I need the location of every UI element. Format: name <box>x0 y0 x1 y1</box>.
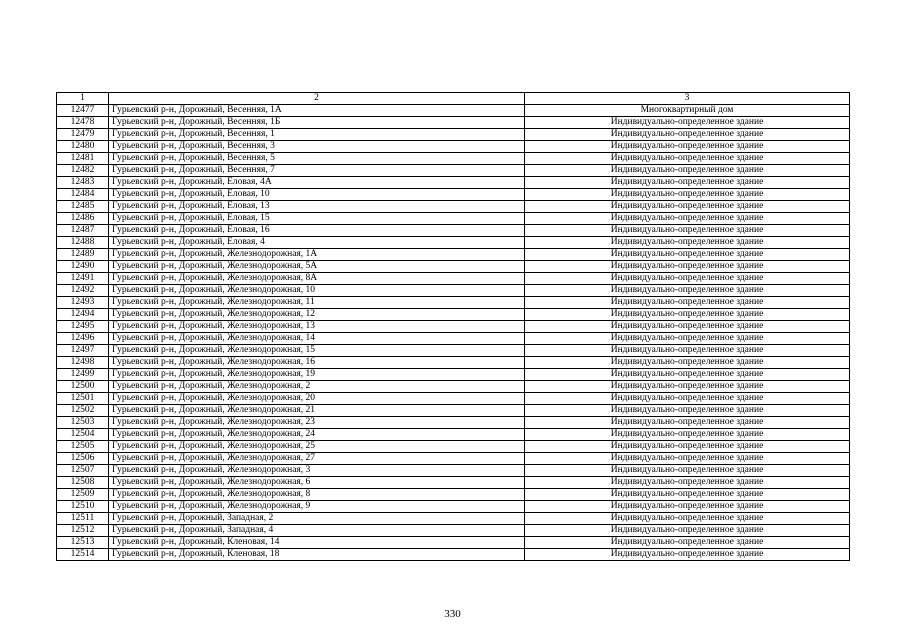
table-row <box>57 405 850 417</box>
registry-table <box>56 92 850 561</box>
address-cell: Гурьевский р-н, Дорожный, Железнодорожная, 27 <box>109 453 525 465</box>
row-number: 12499 <box>57 369 109 381</box>
building-type-cell: Индивидуально-определенное здание <box>525 369 850 381</box>
address-cell: Гурьевский р-н, Дорожный, Железнодорожная, 12 <box>109 309 525 321</box>
building-type-cell: Индивидуально-определенное здание <box>525 297 850 309</box>
row-number: 12506 <box>57 453 109 465</box>
building-type-cell: Индивидуально-определенное здание <box>525 381 850 393</box>
table-row <box>57 225 850 237</box>
table-row <box>57 141 850 153</box>
address-cell: Гурьевский р-н, Дорожный, Железнодорожная, 15 <box>109 345 525 357</box>
building-type-cell: Индивидуально-определенное здание <box>525 177 850 189</box>
row-number: 12514 <box>57 549 109 561</box>
address-cell: Гурьевский р-н, Дорожный, Железнодорожная, 19 <box>109 369 525 381</box>
table-row <box>57 333 850 345</box>
row-number: 12510 <box>57 501 109 513</box>
row-number: 12511 <box>57 513 109 525</box>
table-row <box>57 117 850 129</box>
building-type-cell: Индивидуально-определенное здание <box>525 333 850 345</box>
row-number: 12488 <box>57 237 109 249</box>
row-number: 12480 <box>57 141 109 153</box>
table-row <box>57 297 850 309</box>
building-type-cell: Индивидуально-определенное здание <box>525 237 850 249</box>
building-type-cell: Индивидуально-определенное здание <box>525 513 850 525</box>
building-type-cell: Многоквартирный дом <box>525 105 850 117</box>
address-cell: Гурьевский р-н, Дорожный, Железнодорожная, 16 <box>109 357 525 369</box>
building-type-cell: Индивидуально-определенное здание <box>525 165 850 177</box>
address-cell: Гурьевский р-н, Дорожный, Железнодорожная, 1А <box>109 249 525 261</box>
address-cell: Гурьевский р-н, Дорожный, Еловая, 13 <box>109 201 525 213</box>
row-number: 12500 <box>57 381 109 393</box>
address-cell: Гурьевский р-н, Дорожный, Железнодорожная, 8А <box>109 273 525 285</box>
column-header-2: 2 <box>109 93 525 105</box>
table-row <box>57 477 850 489</box>
building-type-cell: Индивидуально-определенное здание <box>525 117 850 129</box>
table-row <box>57 417 850 429</box>
building-type-cell: Индивидуально-определенное здание <box>525 213 850 225</box>
building-type-cell: Индивидуально-определенное здание <box>525 417 850 429</box>
building-type-cell: Индивидуально-определенное здание <box>525 537 850 549</box>
table-row <box>57 189 850 201</box>
table-row <box>57 237 850 249</box>
address-cell: Гурьевский р-н, Дорожный, Западная, 4 <box>109 525 525 537</box>
building-type-cell: Индивидуально-определенное здание <box>525 249 850 261</box>
table-row <box>57 105 850 117</box>
row-number: 12501 <box>57 393 109 405</box>
row-number: 12490 <box>57 261 109 273</box>
row-number: 12494 <box>57 309 109 321</box>
building-type-cell: Индивидуально-определенное здание <box>525 501 850 513</box>
row-number: 12491 <box>57 273 109 285</box>
building-type-cell: Индивидуально-определенное здание <box>525 525 850 537</box>
address-cell: Гурьевский р-н, Дорожный, Железнодорожная, 13 <box>109 321 525 333</box>
building-type-cell: Индивидуально-определенное здание <box>525 549 850 561</box>
row-number: 12485 <box>57 201 109 213</box>
building-type-cell: Индивидуально-определенное здание <box>525 441 850 453</box>
table-row <box>57 285 850 297</box>
address-cell: Гурьевский р-н, Дорожный, Еловая, 4А <box>109 177 525 189</box>
building-type-cell: Индивидуально-определенное здание <box>525 321 850 333</box>
address-cell: Гурьевский р-н, Дорожный, Железнодорожная, 21 <box>109 405 525 417</box>
row-number: 12483 <box>57 177 109 189</box>
address-cell: Гурьевский р-н, Дорожный, Железнодорожная, 5А <box>109 261 525 273</box>
table-row <box>57 489 850 501</box>
address-cell: Гурьевский р-н, Дорожный, Железнодорожная, 3 <box>109 465 525 477</box>
column-header-1: 1 <box>57 93 109 105</box>
table-row <box>57 213 850 225</box>
address-cell: Гурьевский р-н, Дорожный, Железнодорожная, 20 <box>109 393 525 405</box>
table-row <box>57 177 850 189</box>
table-row <box>57 501 850 513</box>
address-cell: Гурьевский р-н, Дорожный, Западная, 2 <box>109 513 525 525</box>
row-number: 12495 <box>57 321 109 333</box>
address-cell: Гурьевский р-н, Дорожный, Железнодорожная, 10 <box>109 285 525 297</box>
table-row <box>57 321 850 333</box>
address-cell: Гурьевский р-н, Дорожный, Железнодорожная, 9 <box>109 501 525 513</box>
row-number: 12481 <box>57 153 109 165</box>
row-number: 12487 <box>57 225 109 237</box>
table-row <box>57 465 850 477</box>
row-number: 12492 <box>57 285 109 297</box>
table-row <box>57 429 850 441</box>
address-cell: Гурьевский р-н, Дорожный, Весенняя, 1Б <box>109 117 525 129</box>
address-cell: Гурьевский р-н, Дорожный, Кленовая, 18 <box>109 549 525 561</box>
row-number: 12479 <box>57 129 109 141</box>
table-row <box>57 393 850 405</box>
address-cell: Гурьевский р-н, Дорожный, Железнодорожная, 25 <box>109 441 525 453</box>
building-type-cell: Индивидуально-определенное здание <box>525 453 850 465</box>
address-cell: Гурьевский р-н, Дорожный, Железнодорожная, 2 <box>109 381 525 393</box>
table-row <box>57 165 850 177</box>
row-number: 12484 <box>57 189 109 201</box>
row-number: 12504 <box>57 429 109 441</box>
row-number: 12509 <box>57 489 109 501</box>
address-cell: Гурьевский р-н, Дорожный, Весенняя, 1 <box>109 129 525 141</box>
row-number: 12503 <box>57 417 109 429</box>
building-type-cell: Индивидуально-определенное здание <box>525 261 850 273</box>
building-type-cell: Индивидуально-определенное здание <box>525 357 850 369</box>
address-cell: Гурьевский р-н, Дорожный, Весенняя, 7 <box>109 165 525 177</box>
building-type-cell: Индивидуально-определенное здание <box>525 429 850 441</box>
row-number: 12512 <box>57 525 109 537</box>
building-type-cell: Индивидуально-определенное здание <box>525 345 850 357</box>
row-number: 12513 <box>57 537 109 549</box>
address-cell: Гурьевский р-н, Дорожный, Железнодорожная, 14 <box>109 333 525 345</box>
table-row <box>57 549 850 561</box>
building-type-cell: Индивидуально-определенное здание <box>525 477 850 489</box>
table-row <box>57 513 850 525</box>
row-number: 12477 <box>57 105 109 117</box>
table-row <box>57 273 850 285</box>
table-body <box>57 105 850 561</box>
building-type-cell: Индивидуально-определенное здание <box>525 393 850 405</box>
table-row <box>57 345 850 357</box>
table-row <box>57 309 850 321</box>
table-row <box>57 537 850 549</box>
address-cell: Гурьевский р-н, Дорожный, Еловая, 10 <box>109 189 525 201</box>
address-cell: Гурьевский р-н, Дорожный, Железнодорожная, 24 <box>109 429 525 441</box>
address-cell: Гурьевский р-н, Дорожный, Железнодорожная, 6 <box>109 477 525 489</box>
page-number: 330 <box>444 608 461 620</box>
address-cell: Гурьевский р-н, Дорожный, Кленовая, 14 <box>109 537 525 549</box>
building-type-cell: Индивидуально-определенное здание <box>525 141 850 153</box>
table-header-row <box>57 93 850 105</box>
row-number: 12496 <box>57 333 109 345</box>
address-cell: Гурьевский р-н, Дорожный, Еловая, 4 <box>109 237 525 249</box>
table-row <box>57 525 850 537</box>
column-header-3: 3 <box>525 93 850 105</box>
table-row <box>57 441 850 453</box>
building-type-cell: Индивидуально-определенное здание <box>525 273 850 285</box>
building-type-cell: Индивидуально-определенное здание <box>525 405 850 417</box>
table-row <box>57 249 850 261</box>
row-number: 12478 <box>57 117 109 129</box>
row-number: 12507 <box>57 465 109 477</box>
table-row <box>57 129 850 141</box>
building-type-cell: Индивидуально-определенное здание <box>525 465 850 477</box>
building-type-cell: Индивидуально-определенное здание <box>525 285 850 297</box>
row-number: 12482 <box>57 165 109 177</box>
row-number: 12486 <box>57 213 109 225</box>
address-cell: Гурьевский р-н, Дорожный, Железнодорожная, 8 <box>109 489 525 501</box>
building-type-cell: Индивидуально-определенное здание <box>525 489 850 501</box>
table-row <box>57 369 850 381</box>
row-number: 12502 <box>57 405 109 417</box>
address-cell: Гурьевский р-н, Дорожный, Весенняя, 3 <box>109 141 525 153</box>
row-number: 12505 <box>57 441 109 453</box>
address-cell: Гурьевский р-н, Дорожный, Весенняя, 1А <box>109 105 525 117</box>
table-row <box>57 357 850 369</box>
table-row <box>57 261 850 273</box>
building-type-cell: Индивидуально-определенное здание <box>525 189 850 201</box>
table-row <box>57 201 850 213</box>
table-row <box>57 381 850 393</box>
building-type-cell: Индивидуально-определенное здание <box>525 201 850 213</box>
building-type-cell: Индивидуально-определенное здание <box>525 129 850 141</box>
address-cell: Гурьевский р-н, Дорожный, Весенняя, 5 <box>109 153 525 165</box>
building-type-cell: Индивидуально-определенное здание <box>525 309 850 321</box>
building-type-cell: Индивидуально-определенное здание <box>525 225 850 237</box>
address-cell: Гурьевский р-н, Дорожный, Железнодорожная, 23 <box>109 417 525 429</box>
row-number: 12489 <box>57 249 109 261</box>
table-row <box>57 153 850 165</box>
table-row <box>57 453 850 465</box>
row-number: 12493 <box>57 297 109 309</box>
address-cell: Гурьевский р-н, Дорожный, Еловая, 16 <box>109 225 525 237</box>
row-number: 12508 <box>57 477 109 489</box>
address-cell: Гурьевский р-н, Дорожный, Еловая, 15 <box>109 213 525 225</box>
row-number: 12498 <box>57 357 109 369</box>
building-type-cell: Индивидуально-определенное здание <box>525 153 850 165</box>
address-cell: Гурьевский р-н, Дорожный, Железнодорожная, 11 <box>109 297 525 309</box>
row-number: 12497 <box>57 345 109 357</box>
